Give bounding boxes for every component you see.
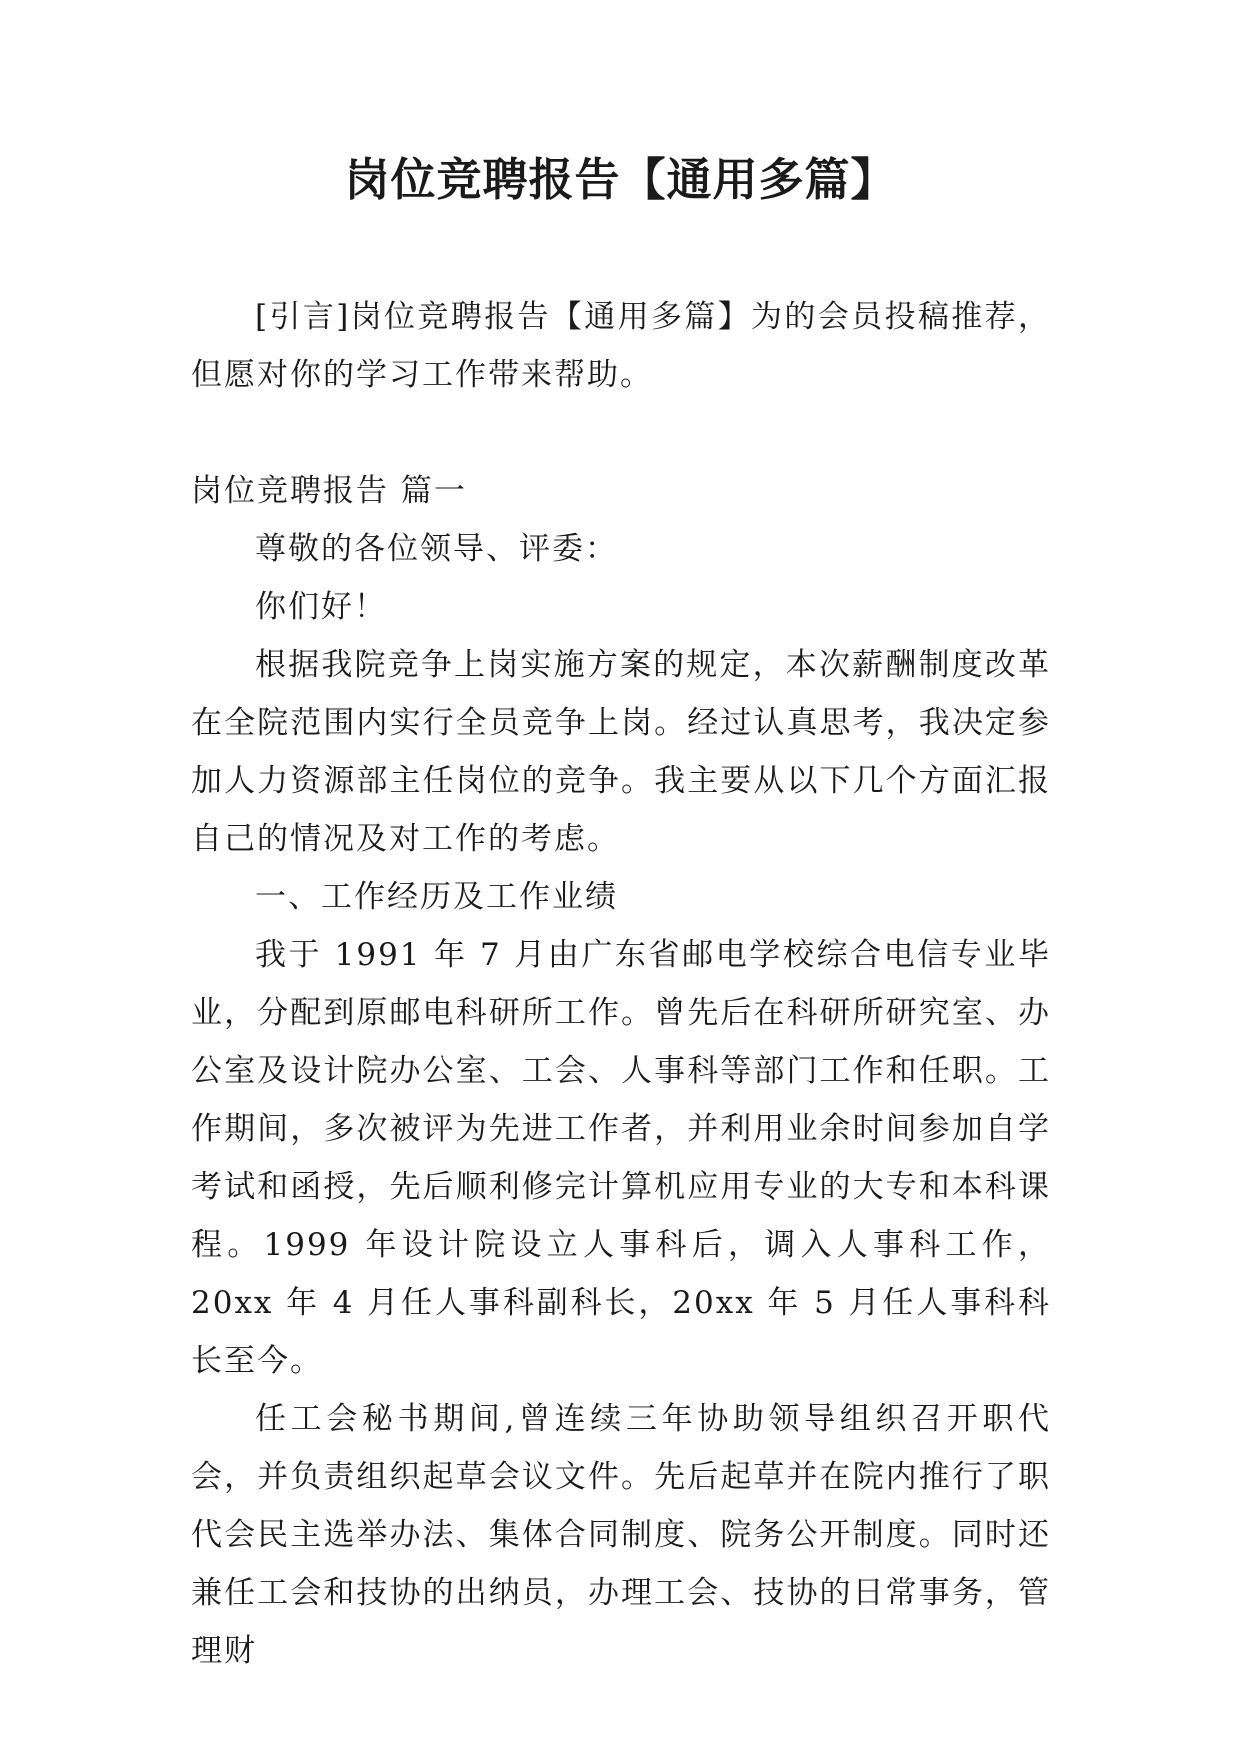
salutation: 尊敬的各位领导、评委： bbox=[255, 531, 618, 567]
body-paragraph: 我于 1991 年 7 月由广东省邮电学校综合电信专业毕业，分配到原邮电科研所工作。曾先后在科研所研究室、办公室及设计院办公室、工会、人事科等部门工作和任职。工作期间，多次被评为先进工作者，并利用业余时间参加自学考试和函授，先后顺利修完计算机应用专业的大专和本科课程。1999 年设计院设立人事科后，调入人事科工作，20xx 年 4 月任人事科副科长，20xx 年 5 月任人事科科长至今。 bbox=[191, 937, 1051, 1379]
section-heading: 岗位竞聘报告 篇一 bbox=[191, 473, 467, 509]
greeting: 你们好！ bbox=[255, 589, 387, 625]
document-title: 岗位竞聘报告【通用多篇】 bbox=[344, 153, 897, 206]
body-paragraph: 根据我院竞争上岗实施方案的规定，本次薪酬制度改革在全院范围内实行全员竞争上岗。经过认真思考，我决定参加人力资源部主任岗位的竞争。我主要从以下几个方面汇报自己的情况及对工作的考虑。 bbox=[191, 647, 1051, 857]
body-paragraph: 任工会秘书期间,曾连续三年协助领导组织召开职代会，并负责组织起草会议文件。先后起草并在院内推行了职代会民主选举办法、集体合同制度、院务公开制度。同时还兼任工会和技协的出纳员，办理工会、技协的日常事务，管理财 bbox=[191, 1401, 1051, 1669]
subsection-heading: 一、工作经历及工作业绩 bbox=[255, 879, 618, 915]
intro-paragraph: [引言]岗位竞聘报告【通用多篇】为的会员投稿推荐，但愿对你的学习工作带来帮助。 bbox=[191, 299, 1051, 393]
document-body bbox=[191, 288, 1051, 1680]
